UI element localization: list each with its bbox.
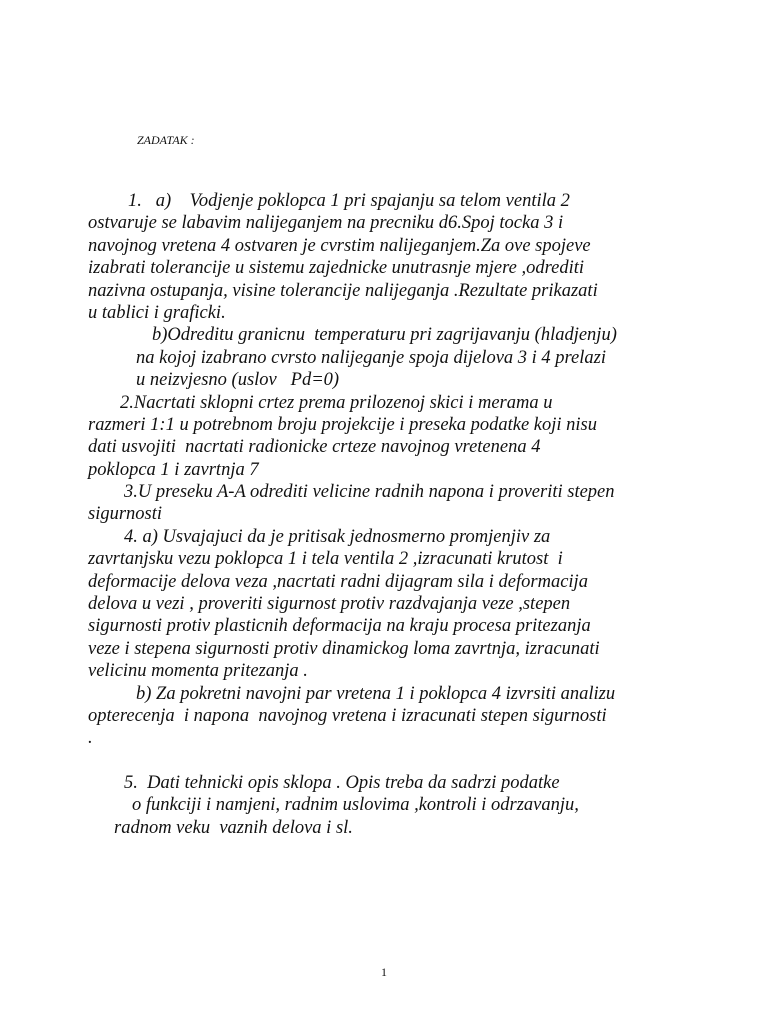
text-line: na kojoj izabrano cvrsto nalijeganje spoja dijelova 3 i 4 prelazi xyxy=(136,347,606,368)
text-line: 1. a) Vodjenje poklopca 1 pri spajanju sa telom ventila 2 xyxy=(128,191,570,211)
text-line: opterecenja i napona navojnog vretena i izracunati stepen sigurnosti xyxy=(88,705,607,726)
text-line: veze i stepena sigurnosti protiv dinamickog loma zavrtnja, izracunati xyxy=(88,638,600,659)
text-line: nazivna ostupanja, visine tolerancije nalijeganja .Rezultate prikazati xyxy=(88,280,598,301)
text-line: delova u vezi , proveriti sigurnost protiv razdvajanja veze ,stepen xyxy=(88,594,571,615)
text-line: navojnog vretena 4 ostvaren je cvrstim nalijeganjem.Za ove spojeve xyxy=(88,235,591,256)
text-line: b)Odreditu granicnu temperaturu pri zagrijavanju (hladjenju) xyxy=(152,325,617,346)
text-line: zavrtanjsku vezu poklopca 1 i tela ventila 2 ,izracunati krutost i xyxy=(88,549,563,570)
text-line: izabrati tolerancije u sistemu zajednicke unutrasnje mjere ,odrediti xyxy=(88,258,585,279)
text-line: 2.Nacrtati sklopni crtez prema prilozenoj skici i merama u xyxy=(120,392,553,413)
text-line: radnom veku vaznih delova i sl. xyxy=(114,817,353,838)
text-line: razmeri 1:1 u potrebnom broju projekcije i preseka podatke koji nisu xyxy=(88,414,598,435)
text-line: 5. Dati tehnicki opis sklopa . Opis treba da sadrzi podatke xyxy=(124,772,560,793)
paragraph-gap xyxy=(0,750,768,772)
text-line: o funkciji i namjeni, radnim uslovima ,kontroli i odrzavanju, xyxy=(132,795,579,816)
text-line: dati usvojiti nacrtati radionicke crteze navojnog vretenena 4 xyxy=(88,437,541,458)
page-number: 1 xyxy=(381,965,387,979)
text-line: deformacije delova veza ,nacrtati radni dijagram sila i deformacija xyxy=(88,571,588,592)
text-line: poklopca 1 i zavrtnja 7 xyxy=(88,459,259,480)
text-line: velicinu momenta pritezanja . xyxy=(88,661,308,682)
text-line: ostvaruje se labavim nalijeganjem na precniku d6.Spoj tocka 3 i xyxy=(88,213,564,234)
text-line: 3.U preseku A-A odrediti velicine radnih napona i proveriti stepen xyxy=(124,482,615,503)
text-line: u tablici i graficki. xyxy=(88,302,226,323)
document-heading: ZADATAK : xyxy=(137,133,195,147)
text-line: . xyxy=(88,728,93,749)
text-line: b) Za pokretni navojni par vretena 1 i poklopca 4 izvrsiti analizu xyxy=(136,683,616,704)
text-line: u neizvjesno (uslov Pd=0) xyxy=(136,370,340,391)
text-line: sigurnosti protiv plasticnih deformacija na kraju procesa pritezanja xyxy=(88,616,591,637)
text-line: 4. a) Usvajajuci da je pritisak jednosmerno promjenjiv za xyxy=(124,526,551,547)
text-line: sigurnosti xyxy=(88,504,163,525)
document-body xyxy=(0,190,768,839)
